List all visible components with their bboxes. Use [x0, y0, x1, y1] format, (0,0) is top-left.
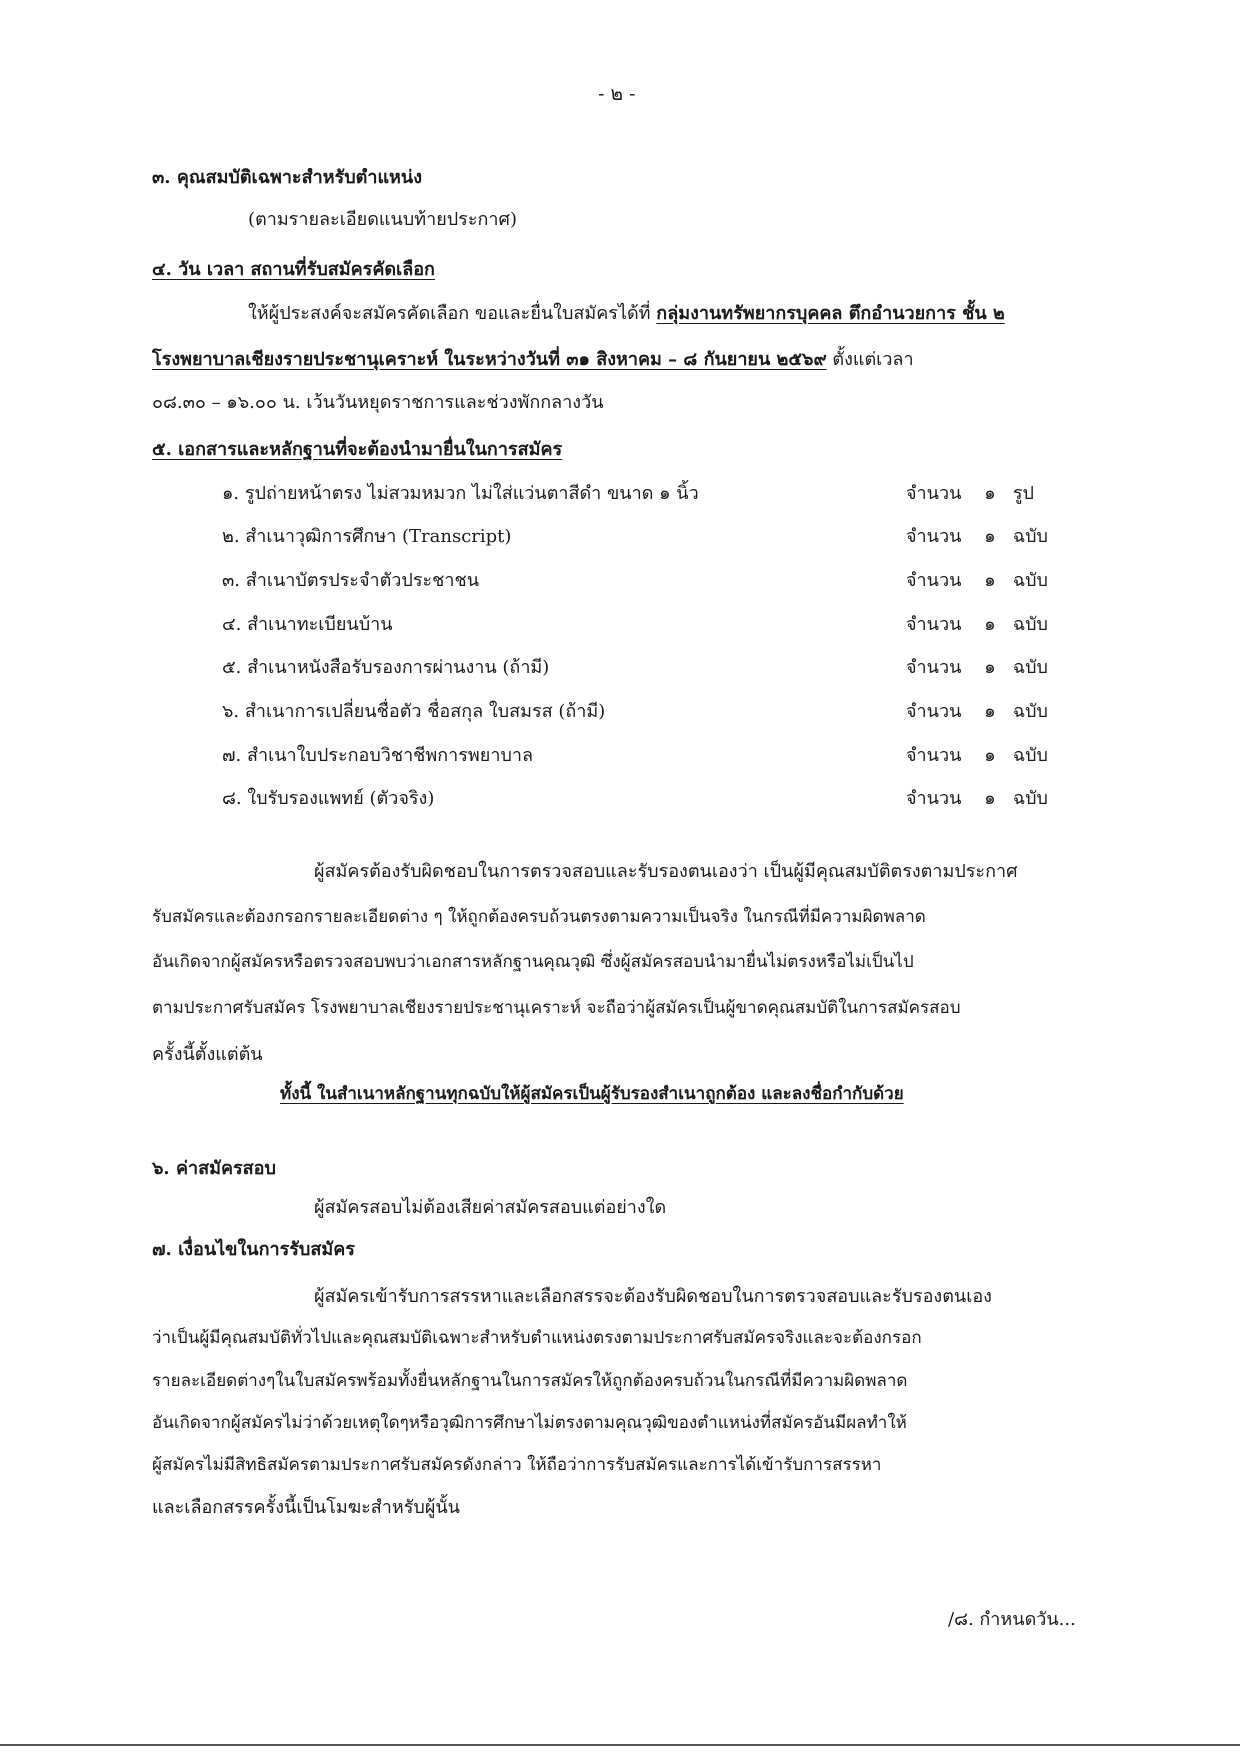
quantity-unit: ฉบับ [1012, 701, 1048, 722]
quantity-label: จำนวน [906, 614, 962, 635]
quantity-label: จำนวน [906, 570, 962, 591]
section-5-note: ทั้งนี้ ในสำเนาหลักฐานทุกฉบับให้ผู้สมัครเป็นผู้รับรองสำเนาถูกต้อง และลงชื่อกำกับด้วย [280, 1084, 904, 1104]
section-7-paragraph-line-6: และเลือกสรรครั้งนี้เป็นโมฆะสำหรับผู้นั้น [152, 1497, 460, 1518]
section-3-body: (ตามรายละเอียดแนบท้ายประกาศ) [248, 209, 517, 230]
quantity-count: ๑ [984, 701, 996, 722]
doc-item-1: ๑. รูปถ่ายหน้าตรง ไม่สวมหมวก ไม่ใส่แว่นตาสีดำ ขนาด ๑ นิ้ว [222, 483, 699, 504]
section-7-paragraph-line-1: ผู้สมัครเข้ารับการสรรหาและเลือกสรรจะต้องรับผิดชอบในการตรวจสอบและรับรองตนเอง [314, 1286, 992, 1307]
doc-item-6: ๖. สำเนาการเปลี่ยนชื่อตัว ชื่อสกุล ใบสมรส (ถ้ามี) [222, 701, 606, 722]
section-7-paragraph-line-5: ผู้สมัครไม่มีสิทธิสมัครตามประกาศรับสมัครดังกล่าว ให้ถือว่าการรับสมัครและการได้เข้ารับการสรรหา [152, 1455, 882, 1475]
section-5-paragraph-line-1: ผู้สมัครต้องรับผิดชอบในการตรวจสอบและรับรองตนเองว่า เป็นผู้มีคุณสมบัติตรงตามประกาศ [314, 861, 1018, 882]
quantity-label: จำนวน [906, 526, 962, 547]
doc-item-7-quantity [906, 746, 1048, 767]
section-3-heading: ๓. คุณสมบัติเฉพาะสำหรับตำแหน่ง [152, 167, 423, 188]
doc-item-3-quantity [906, 571, 1048, 592]
quantity-count: ๑ [984, 526, 996, 547]
section-4-text-2: ตั้งแต่เวลา [832, 349, 914, 370]
doc-item-5-quantity [906, 658, 1048, 679]
section-4-line-2 [152, 350, 914, 371]
section-7-paragraph-line-4: อันเกิดจากผู้สมัครไม่ว่าด้วยเหตุใดๆหรือวุฒิการศึกษาไม่ตรงตามคุณวุฒิของตำแหน่งที่สมัครอันมีผลทำให้ [152, 1413, 907, 1433]
quantity-label: จำนวน [906, 483, 962, 504]
page-bottom-edge [0, 1744, 1240, 1746]
quantity-label: จำนวน [906, 657, 962, 678]
quantity-count: ๑ [984, 657, 996, 678]
section-4-hours: ๐๘.๓๐ – ๑๖.๐๐ น. เว้นวันหยุดราชการและช่วงพักกลางวัน [152, 392, 604, 413]
continuation-note: /๘. กำหนดวัน... [948, 1609, 1076, 1630]
doc-item-2: ๒. สำเนาวุฒิการศึกษา (Transcript) [222, 526, 512, 547]
section-7-heading: ๗. เงื่อนไขในการรับสมัคร [152, 1239, 355, 1260]
doc-item-8: ๘. ใบรับรองแพทย์ (ตัวจริง) [222, 788, 435, 809]
quantity-unit: ฉบับ [1012, 526, 1048, 547]
quantity-count: ๑ [984, 745, 996, 766]
section-6-body: ผู้สมัครสอบไม่ต้องเสียค่าสมัครสอบแต่อย่างใด [314, 1197, 667, 1218]
quantity-unit: ฉบับ [1012, 788, 1048, 809]
section-5-paragraph-line-5: ครั้งนี้ตั้งแต่ต้น [152, 1044, 263, 1065]
section-5-paragraph-line-4: ตามประกาศรับสมัคร โรงพยาบาลเชียงรายประชานุเคราะห์ จะถือว่าผู้สมัครเป็นผู้ขาดคุณสมบัติในการสมัครสอบ [152, 998, 961, 1018]
quantity-label: จำนวน [906, 745, 962, 766]
doc-item-7: ๗. สำเนาใบประกอบวิชาชีพการพยาบาล [222, 745, 534, 766]
quantity-count: ๑ [984, 614, 996, 635]
doc-item-3: ๓. สำเนาบัตรประจำตัวประชาชน [222, 570, 480, 591]
section-6-heading: ๖. ค่าสมัครสอบ [152, 1158, 276, 1179]
doc-item-5: ๕. สำเนาหนังสือรับรองการผ่านงาน (ถ้ามี) [222, 657, 550, 678]
doc-item-4-quantity [906, 615, 1048, 636]
quantity-unit: ฉบับ [1012, 570, 1048, 591]
section-4-text: ให้ผู้ประสงค์จะสมัครคัดเลือก ขอและยื่นใบสมัครได้ที่ [248, 303, 651, 324]
quantity-unit: ฉบับ [1012, 614, 1048, 635]
page-number: - ๒ - [598, 83, 636, 105]
quantity-label: จำนวน [906, 788, 962, 809]
quantity-count: ๑ [984, 570, 996, 591]
quantity-unit: รูป [1012, 483, 1034, 504]
quantity-count: ๑ [984, 483, 996, 504]
section-7-paragraph-line-3: รายละเอียดต่างๆในใบสมัครพร้อมทั้งยื่นหลักฐานในการสมัครให้ถูกต้องครบถ้วนในกรณีที่มีความผิดพลาด [152, 1371, 908, 1391]
section-5-paragraph-line-2: รับสมัครและต้องกรอกรายละเอียดต่าง ๆ ให้ถูกต้องครบถ้วนตรงตามความเป็นจริง ในกรณีที่มีความผิดพลาด [152, 907, 926, 927]
doc-item-1-quantity [906, 484, 1034, 505]
quantity-unit: ฉบับ [1012, 657, 1048, 678]
section-4-heading: ๔. วัน เวลา สถานที่รับสมัครคัดเลือก [152, 259, 435, 280]
section-5-paragraph-line-3: อันเกิดจากผู้สมัครหรือตรวจสอบพบว่าเอกสารหลักฐานคุณวุฒิ ซึ่งผู้สมัครสอบนำมายื่นไม่ตรงหรือไม่เป็นไป [152, 952, 914, 972]
quantity-label: จำนวน [906, 701, 962, 722]
section-7-paragraph-line-2: ว่าเป็นผู้มีคุณสมบัติทั่วไปและคุณสมบัติเฉพาะสำหรับตำแหน่งตรงตามประกาศรับสมัครจริงและจะต้องกรอก [152, 1328, 922, 1348]
section-4-line-1 [248, 304, 1005, 325]
quantity-count: ๑ [984, 788, 996, 809]
section-4-dates: โรงพยาบาลเชียงรายประชานุเคราะห์ ในระหว่างวันที่ ๓๑ สิงหาคม – ๘ กันยายน ๒๕๖๙ [152, 349, 827, 370]
section-4-location: กลุ่มงานทรัพยากรบุคคล ตึกอำนวยการ ชั้น ๒ [656, 303, 1005, 324]
doc-item-6-quantity [906, 702, 1048, 723]
quantity-unit: ฉบับ [1012, 745, 1048, 766]
doc-item-4: ๔. สำเนาทะเบียนบ้าน [222, 614, 393, 635]
section-5-heading: ๕. เอกสารและหลักฐานที่จะต้องนำมายื่นในการสมัคร [152, 439, 563, 460]
doc-item-8-quantity [906, 789, 1048, 810]
doc-item-2-quantity [906, 527, 1048, 548]
